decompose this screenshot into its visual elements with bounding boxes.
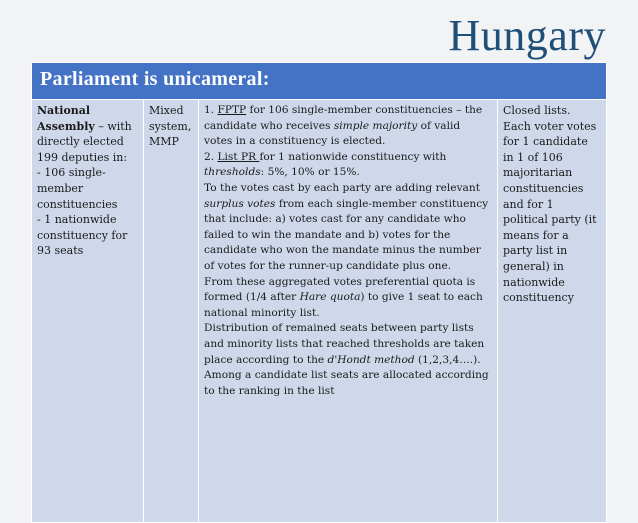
list-pr-number: 2. xyxy=(204,150,218,163)
thresholds-term: thresholds xyxy=(204,166,261,179)
ballot-cell: Closed lists. Each voter votes for 1 candidate in 1 of 106 majoritarian constituencies and for 1 political party (it means for a party list in general) in nationwide constituency xyxy=(498,100,607,523)
chamber-name: National Assembly xyxy=(37,104,95,133)
chamber-cell xyxy=(32,100,144,523)
list-pr-end: : 5%, 10% or 15%. xyxy=(260,166,360,179)
chamber-bullet-2: - 1 nationwide constituency for 93 seats xyxy=(37,213,128,258)
slide-title: Hungary xyxy=(448,11,606,60)
ranking-text: Among a candidate list seats are allocated according to the ranking in the list xyxy=(204,369,489,397)
electoral-system-table xyxy=(31,62,607,523)
distribution-start: Distribution of remained seats between party lists and minority lists that reached thresholds are taken place according to the xyxy=(204,322,485,366)
mechanism-cell xyxy=(199,100,498,523)
simple-majority-term: simple majority xyxy=(333,119,418,132)
list-pr-text: for 1 nationwide constituency with xyxy=(259,150,447,163)
fptp-end: of valid votes in a constituency is elected. xyxy=(204,119,461,148)
chamber-description: – with directly elected 199 deputies in: xyxy=(37,119,132,164)
distribution-end: (1,2,3,4….). xyxy=(414,353,481,366)
chamber-bullet-1: - 106 single-member constituencies xyxy=(37,166,118,211)
surplus-end: from each single-member constituency that include: a) votes cast for any candidate who failed to win the mandate and b) votes for the candidate who won the mandate minus the number of votes for the runner-up candidate plus one. xyxy=(204,197,489,272)
fptp-text: for 106 single-member constituencies – the candidate who receives xyxy=(204,104,483,132)
surplus-start: To the votes cast by each party are adding relevant xyxy=(204,181,480,194)
hare-quota-term: Hare quota xyxy=(299,291,361,304)
quota-end: ) to give 1 seat to each national minority list. xyxy=(204,291,483,319)
list-pr-term: List PR xyxy=(217,150,260,163)
system-type-cell: Mixed system, MMP xyxy=(144,100,199,523)
surplus-term: surplus votes xyxy=(204,197,276,210)
dhondt-term: d'Hondt method xyxy=(327,353,415,366)
fptp-number: 1. xyxy=(204,104,218,116)
quota-start: From these aggregated votes preferential quota is formed (1/4 after xyxy=(204,275,476,304)
table-header: Parliament is unicameral: xyxy=(32,63,607,100)
fptp-term: FPTP xyxy=(217,104,247,116)
